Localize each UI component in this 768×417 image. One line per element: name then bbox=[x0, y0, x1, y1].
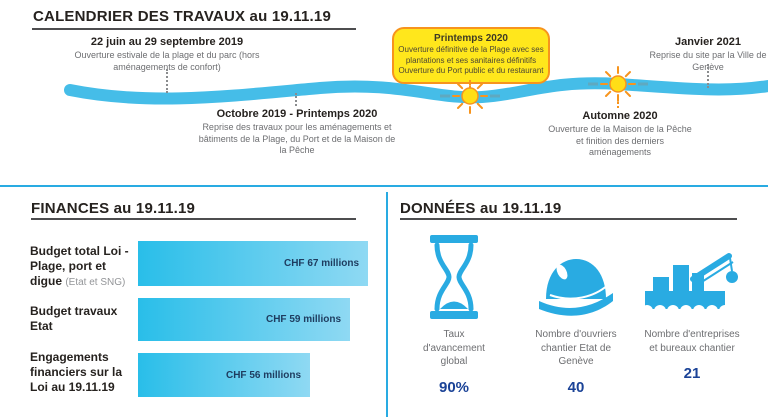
highlight-callout-printemps-2020 bbox=[392, 27, 550, 84]
finances-title-underline bbox=[31, 218, 356, 220]
section-divider-vertical bbox=[386, 192, 388, 417]
floating-crane-icon bbox=[632, 233, 752, 319]
stat-companies bbox=[632, 233, 752, 382]
bar-label-budget-total bbox=[30, 244, 134, 290]
bar-label-note: (Etat et SNG) bbox=[65, 277, 126, 288]
callout-connector bbox=[469, 80, 471, 88]
donnees-title-underline bbox=[400, 218, 737, 220]
callout-description: Ouverture définitive de la Plage avec ses plantations et ses sanitaires définitifs bbox=[398, 45, 544, 65]
stat-label: Taux d'avancement global bbox=[423, 329, 485, 367]
event-description: Ouverture de la Maison de la Pêche et finition des derniers aménagements bbox=[548, 124, 692, 158]
stat-value: 21 bbox=[683, 365, 701, 382]
bar-value-label: CHF 56 millions bbox=[225, 369, 301, 381]
event-description: Reprise des travaux pour les aménagements et bâtiments de la Plage, du Port et de la Maison de la Pêche bbox=[198, 122, 396, 156]
stat-label: Nombre d'ouvriers chantier Etat de Genève bbox=[535, 329, 617, 367]
finances-section-title: FINANCES au 19.11.19 bbox=[31, 200, 196, 217]
event-description: Ouverture estivale de la plage et du parc (hors aménagements de confort) bbox=[74, 50, 260, 72]
event-connector bbox=[617, 95, 619, 108]
stat-label: Nombre d'entreprises et bureaux chantier bbox=[644, 329, 740, 354]
hardhat-icon bbox=[516, 233, 636, 319]
event-title: Automne 2020 bbox=[582, 110, 658, 122]
bar-budget-travaux bbox=[138, 298, 350, 341]
timeline-event-automne-2020 bbox=[545, 110, 695, 159]
event-connector bbox=[166, 69, 168, 93]
bar-value-label: CHF 67 millions bbox=[283, 258, 359, 269]
event-title: Octobre 2019 - Printemps 2020 bbox=[216, 108, 378, 120]
stat-value: 40 bbox=[567, 378, 585, 396]
bar-engagements bbox=[138, 353, 310, 397]
bar-label-engagements bbox=[30, 350, 142, 395]
event-connector bbox=[707, 64, 709, 88]
bar-label-text: Engagements financiers sur la Loi au 19.11.19 bbox=[30, 350, 123, 394]
bar-budget-total bbox=[138, 241, 368, 286]
event-connector bbox=[295, 93, 297, 106]
event-description: Reprise du site par la Ville de Genève bbox=[649, 50, 767, 72]
event-title: Janvier 2021 bbox=[674, 36, 742, 48]
bar-label-text: Budget total Loi - Plage, port et digue bbox=[30, 244, 129, 288]
callout-title: Printemps 2020 bbox=[434, 33, 508, 44]
timeline-event-octobre-2019 bbox=[197, 108, 397, 157]
stat-progress bbox=[398, 233, 510, 396]
bar-label-text: Budget travaux Etat bbox=[30, 304, 118, 333]
calendar-section-title: CALENDRIER DES TRAVAUX au 19.11.19 bbox=[33, 8, 331, 25]
stat-value: 90% bbox=[438, 378, 470, 396]
section-divider-horizontal bbox=[0, 185, 768, 187]
timeline-event-summer-2019 bbox=[62, 36, 272, 73]
wave-path bbox=[70, 83, 768, 98]
bar-value-label: CHF 59 millions bbox=[265, 314, 341, 325]
donnees-section-title: DONNÉES au 19.11.19 bbox=[400, 200, 562, 217]
event-title: 22 juin au 29 septembre 2019 bbox=[90, 36, 244, 48]
hourglass-icon bbox=[398, 233, 510, 319]
bar-label-budget-travaux bbox=[30, 304, 134, 334]
stat-workers bbox=[516, 233, 636, 396]
callout-description: Ouverture du Port public et du restaurant bbox=[398, 66, 544, 76]
